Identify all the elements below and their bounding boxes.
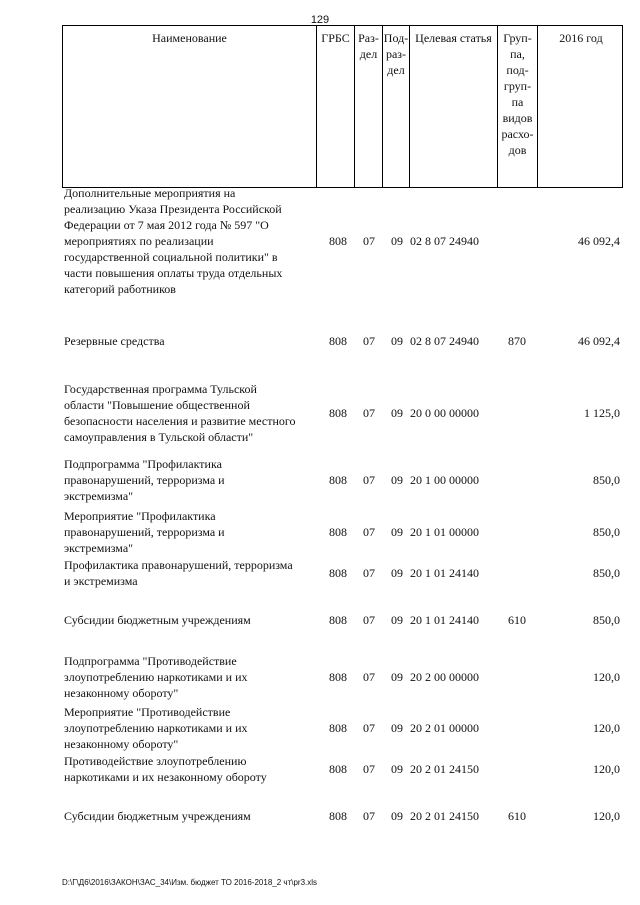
row-podrazdel: 09 bbox=[391, 670, 403, 684]
row-sum-2016: 850,0 bbox=[593, 525, 620, 539]
row-sum-2016: 850,0 bbox=[593, 613, 620, 627]
row-name-line: Профилактика правонарушений, терроризма bbox=[64, 558, 293, 572]
row-sum-2016: 1 125,0 bbox=[584, 406, 620, 420]
row-name-line: правонарушений, терроризма и bbox=[64, 525, 225, 539]
header-podrazdel-line: дел bbox=[387, 63, 405, 77]
row-razdel: 07 bbox=[363, 721, 375, 735]
row-podrazdel: 09 bbox=[391, 334, 403, 348]
row-sum-2016: 46 092,4 bbox=[578, 334, 620, 348]
row-grbs: 808 bbox=[329, 334, 347, 348]
row-name-line: области "Повышение общественной bbox=[64, 398, 250, 412]
row-razdel: 07 bbox=[363, 762, 375, 776]
header-podrazdel-line: Под- bbox=[383, 31, 409, 45]
row-target-article: 20 0 00 00000 bbox=[410, 406, 479, 420]
page-number: 129 bbox=[310, 14, 330, 26]
header-vr-line: Груп- bbox=[503, 31, 532, 45]
header-vr-line: под- bbox=[506, 63, 529, 77]
row-sum-2016: 120,0 bbox=[593, 762, 620, 776]
row-grbs: 808 bbox=[329, 670, 347, 684]
row-target-article: 20 1 01 24140 bbox=[410, 566, 479, 580]
row-name-line: Государственная программа Тульской bbox=[64, 382, 257, 396]
header-podrazdel-line: раз- bbox=[385, 47, 407, 61]
row-name-line: Дополнительные мероприятия на bbox=[64, 186, 236, 200]
row-name-line: наркотиками и их незаконному обороту bbox=[64, 770, 267, 784]
header-year-label: 2016 год bbox=[559, 31, 603, 45]
row-name bbox=[64, 612, 316, 628]
row-target-article: 20 2 01 24150 bbox=[410, 809, 479, 823]
row-razdel: 07 bbox=[363, 406, 375, 420]
header-podrazdel bbox=[382, 26, 409, 187]
header-vr-line: па, bbox=[510, 47, 525, 61]
row-name-line: злоупотреблению наркотиками и их bbox=[64, 670, 248, 684]
row-razdel: 07 bbox=[363, 525, 375, 539]
row-sum-2016: 46 092,4 bbox=[578, 234, 620, 248]
row-podrazdel: 09 bbox=[391, 613, 403, 627]
row-podrazdel: 09 bbox=[391, 234, 403, 248]
row-name-line: реализацию Указа Президента Российской bbox=[64, 202, 282, 216]
row-expense-type: 610 bbox=[508, 809, 526, 823]
table-header bbox=[62, 25, 623, 188]
row-name bbox=[64, 333, 316, 349]
row-name bbox=[64, 381, 316, 445]
row-podrazdel: 09 bbox=[391, 566, 403, 580]
header-grbs-label: ГРБС bbox=[321, 31, 350, 45]
row-name bbox=[64, 653, 316, 701]
row-name-line: мероприятиях по реализации bbox=[64, 234, 214, 248]
row-podrazdel: 09 bbox=[391, 809, 403, 823]
header-vr-line: па bbox=[511, 95, 524, 109]
row-target-article: 02 8 07 24940 bbox=[410, 234, 479, 248]
row-razdel: 07 bbox=[363, 234, 375, 248]
row-podrazdel: 09 bbox=[391, 473, 403, 487]
header-cs bbox=[409, 26, 497, 187]
row-name-line: незаконному обороту" bbox=[64, 686, 179, 700]
row-name-line: самоуправления в Тульской области" bbox=[64, 430, 254, 444]
row-name bbox=[64, 456, 316, 504]
header-vr-line: видов bbox=[502, 111, 533, 125]
row-name-line: Мероприятие "Профилактика bbox=[64, 509, 216, 523]
row-name bbox=[64, 185, 316, 297]
header-vr-line: дов bbox=[508, 143, 527, 157]
row-name-line: Федерации от 7 мая 2012 года № 597 "О bbox=[64, 218, 269, 232]
header-name-label: Наименование bbox=[152, 31, 227, 45]
row-grbs: 808 bbox=[329, 406, 347, 420]
row-name-line: экстремизма" bbox=[64, 489, 134, 503]
header-razdel bbox=[354, 26, 382, 187]
row-name-line: Субсидии бюджетным учреждениям bbox=[64, 613, 251, 627]
row-name bbox=[64, 508, 316, 556]
row-expense-type: 870 bbox=[508, 334, 526, 348]
row-name bbox=[64, 704, 316, 752]
header-cs-label: Целевая статья bbox=[415, 31, 492, 45]
file-path-footer: D:\Г\Д6\2016\ЗАКОН\ЗАС_34\Изм. бюджет ТО 2016-2018_2 чт\pr3.xls bbox=[62, 878, 318, 887]
row-name-line: правонарушений, терроризма и bbox=[64, 473, 225, 487]
row-sum-2016: 850,0 bbox=[593, 566, 620, 580]
row-grbs: 808 bbox=[329, 762, 347, 776]
header-vr-line: груп- bbox=[503, 79, 532, 93]
header-name bbox=[63, 26, 316, 187]
header-year bbox=[537, 26, 624, 187]
row-name-line: и экстремизма bbox=[64, 574, 138, 588]
row-sum-2016: 120,0 bbox=[593, 809, 620, 823]
row-podrazdel: 09 bbox=[391, 762, 403, 776]
row-name-line: Субсидии бюджетным учреждениям bbox=[64, 809, 251, 823]
row-name-line: экстремизма" bbox=[64, 541, 134, 555]
row-grbs: 808 bbox=[329, 566, 347, 580]
row-name-line: Подпрограмма "Профилактика bbox=[64, 457, 222, 471]
row-grbs: 808 bbox=[329, 721, 347, 735]
row-target-article: 20 1 01 00000 bbox=[410, 525, 479, 539]
row-name-line: части повышения оплаты труда отдельных bbox=[64, 266, 283, 280]
header-razdel-line: Раз- bbox=[358, 31, 379, 45]
row-target-article: 20 1 01 24140 bbox=[410, 613, 479, 627]
row-grbs: 808 bbox=[329, 234, 347, 248]
header-vr-line: расхо- bbox=[501, 127, 534, 141]
row-name-line: Резервные средства bbox=[64, 334, 165, 348]
row-name bbox=[64, 557, 316, 589]
row-grbs: 808 bbox=[329, 525, 347, 539]
row-target-article: 20 2 01 24150 bbox=[410, 762, 479, 776]
row-name-line: Противодействие злоупотреблению bbox=[64, 754, 247, 768]
row-name bbox=[64, 753, 316, 785]
row-sum-2016: 850,0 bbox=[593, 473, 620, 487]
row-name-line: Мероприятие "Противодействие bbox=[64, 705, 231, 719]
header-vr bbox=[497, 26, 537, 187]
row-podrazdel: 09 bbox=[391, 406, 403, 420]
row-name-line: Подпрограмма "Противодействие bbox=[64, 654, 237, 668]
row-razdel: 07 bbox=[363, 473, 375, 487]
row-grbs: 808 bbox=[329, 613, 347, 627]
row-name bbox=[64, 808, 316, 824]
row-razdel: 07 bbox=[363, 670, 375, 684]
row-podrazdel: 09 bbox=[391, 721, 403, 735]
row-razdel: 07 bbox=[363, 566, 375, 580]
row-name-line: безопасности населения и развитие местного bbox=[64, 414, 296, 428]
row-grbs: 808 bbox=[329, 473, 347, 487]
row-expense-type: 610 bbox=[508, 613, 526, 627]
row-name-line: категорий работников bbox=[64, 282, 176, 296]
row-razdel: 07 bbox=[363, 809, 375, 823]
row-razdel: 07 bbox=[363, 613, 375, 627]
row-name-line: незаконному обороту" bbox=[64, 737, 179, 751]
row-name-line: злоупотреблению наркотиками и их bbox=[64, 721, 248, 735]
row-sum-2016: 120,0 bbox=[593, 670, 620, 684]
header-razdel-line: дел bbox=[359, 47, 378, 61]
row-name-line: государственной социальной политики" в bbox=[64, 250, 278, 264]
row-target-article: 20 1 00 00000 bbox=[410, 473, 479, 487]
row-target-article: 20 2 00 00000 bbox=[410, 670, 479, 684]
row-podrazdel: 09 bbox=[391, 525, 403, 539]
row-sum-2016: 120,0 bbox=[593, 721, 620, 735]
row-target-article: 20 2 01 00000 bbox=[410, 721, 479, 735]
row-grbs: 808 bbox=[329, 809, 347, 823]
row-target-article: 02 8 07 24940 bbox=[410, 334, 479, 348]
row-razdel: 07 bbox=[363, 334, 375, 348]
header-grbs bbox=[316, 26, 354, 187]
